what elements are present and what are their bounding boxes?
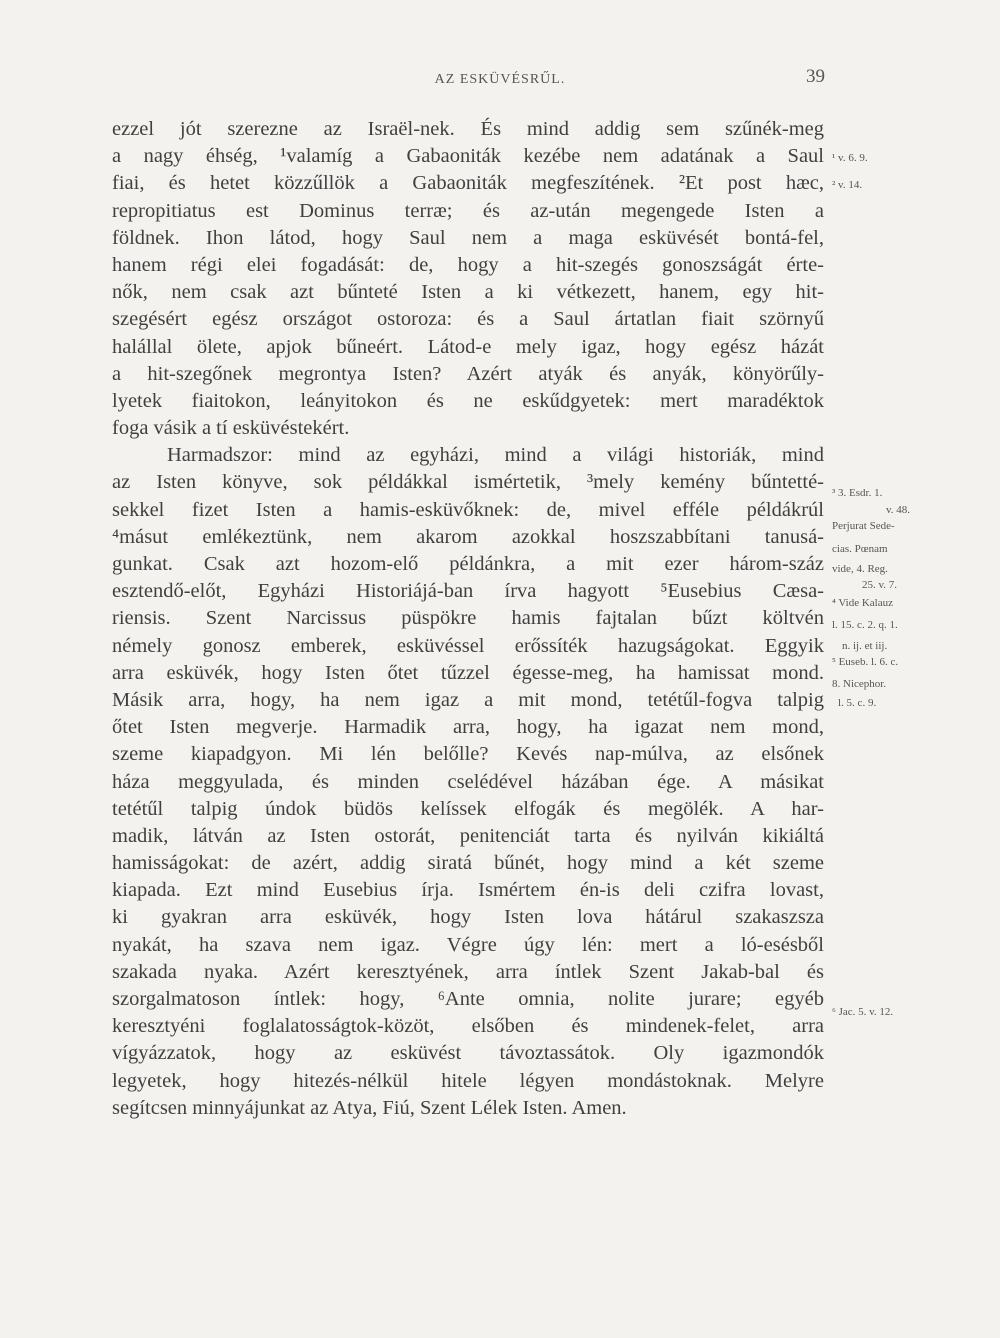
text-line: ezzel jót szerezne az Israël-nek. És mind addig sem szűnék-meg (112, 118, 824, 140)
text-line: tetétűl talpig úndok büdös kelíssek elfogák és megölék. A har- (112, 797, 824, 820)
text-line: hamisságokat: de azért, addig siratá bűnét, hogy mind a két szeme (112, 852, 824, 875)
text-line: nyakát, ha szava nem igaz. Végre úgy lén: mert a ló-esésből (112, 933, 824, 956)
text-line: a nagy éhség, ¹valamíg a Gabaoniták kezébe nem adatának a Saul (112, 145, 824, 168)
margin-note: ³ 3. Esdr. 1. (832, 487, 883, 499)
text-line: arra esküvék, hogy Isten őtet tűzzel égesse-meg, ha hamissat mond. (112, 661, 824, 684)
text-line: legyetek, hogy hitezés-nélkül hitele légyen mondástoknak. Melyre (112, 1069, 824, 1092)
margin-note: ⁶ Jac. 5. v. 12. (832, 1006, 894, 1018)
running-header: AZ ESKÜVÉSRŰL. (434, 72, 566, 87)
text-line: segítcsen minnyájunkat az Atya, Fiú, Szent Lélek Isten. Amen. (112, 1096, 627, 1119)
margin-note: l. 15. c. 2. q. 1. (832, 619, 898, 631)
text-line: sekkel fizet Isten a hamis-esküvőknek: de, mivel efféle példákrúl (112, 498, 824, 521)
text-line: riensis. Szent Narcissus püspökre hamis fajtalan bűzt költvén (112, 607, 824, 630)
page-number: 39 (806, 66, 825, 87)
margin-note: n. ij. et iij. (842, 640, 888, 652)
text-line: ki gyakran arra esküvék, hogy Isten lova hátárul szakaszsza (112, 906, 824, 929)
text-line: repropitiatus est Dominus terræ; és az-után megengede Isten a (112, 199, 824, 222)
text-line: keresztyéni foglalatosságtok-közöt, elsőben és mindenek-felet, arra (112, 1015, 824, 1038)
text-line: szegésért egész országot ostoroza: és a Saul ártatlan fiait szörnyű (112, 308, 824, 331)
text-line: hanem régi elei fogadását: de, hogy a hit-szegés gonoszságát érte- (112, 253, 824, 276)
text-line: szeme kiapadgyon. Mi lén belőlle? Kevés nap-múlva, az elsőnek (112, 743, 824, 766)
text-line: az Isten könyve, sok példákkal ismértetik, ³mely kemény bűntetté- (112, 471, 824, 494)
text-line: földnek. Ihon látod, hogy Saul nem a maga esküvését bontá-fel, (112, 226, 824, 249)
body-text (112, 116, 824, 1122)
margin-note: 25. v. 7. (862, 579, 898, 591)
text-line: őtet Isten megverje. Harmadik arra, hogy, ha igazat nem mond, (112, 716, 824, 739)
text-line: fiai, és hetet közzűllök a Gabaoniták megfeszítének. ²Et post hæc, (112, 172, 824, 195)
margin-note: Perjurat Sede- (832, 520, 895, 532)
text-line: kiapada. Ezt mind Eusebius írja. Ismértem én-is deli czifra lovast, (112, 879, 824, 902)
text-line: vígyázzatok, hogy az esküvést távoztassátok. Oly igazmondók (112, 1042, 824, 1065)
margin-note: cias. Pœnam (832, 543, 888, 555)
text-line: a hit-szegőnek megrontya Isten? Azért atyák és anyák, könyörűly- (112, 362, 824, 385)
margin-note: l. 5. c. 9. (838, 697, 877, 709)
margin-note: vide, 4. Reg. (832, 563, 888, 575)
margin-note: ¹ v. 6. 9. (832, 152, 868, 164)
margin-note: 8. Nicephor. (832, 678, 887, 690)
margin-note: v. 48. (886, 504, 911, 516)
text-line: ⁴másut emlékeztünk, nem akarom azokkal hoszszabbítani tanusá- (112, 525, 824, 548)
text-line: háza meggyulada, és minden cselédével házában ége. A másikat (112, 770, 824, 793)
text-line: nők, nem csak azt bűnteté Isten a ki vétkezett, hanem, egy hit- (112, 281, 824, 304)
margin-note: ² v. 14. (832, 179, 863, 191)
margin-note: ⁵ Euseb. l. 6. c. (832, 656, 899, 668)
margin-note: ⁴ Vide Kalauz (832, 597, 894, 609)
text-line: szakada nyaka. Azért keresztyének, arra íntlek Szent Jakab-bal és (112, 960, 824, 983)
text-line: némely gonosz emberek, esküvéssel erőssíték hazugságokat. Eggyik (112, 634, 824, 657)
text-line: gunkat. Csak azt hozom-elő példánkra, a mit ezer három-száz (112, 553, 824, 575)
text-line: szorgalmatoson íntlek: hogy, ⁶Ante omnia, nolite jurare; egyéb (112, 988, 824, 1010)
text-line: esztendő-előt, Egyházi Historiájá-ban írva hagyott ⁵Eusebius Cæsa- (112, 580, 824, 603)
text-line: lyetek fiaitokon, leányitokon és ne eskűdgyetek: mert maradéktok (112, 389, 824, 412)
text-line: madik, látván az Isten ostorát, penitenciát tarta és nyilván kikiáltá (112, 824, 824, 847)
text-line: Harmadszor: mind az egyházi, mind a világi historiák, mind (167, 444, 824, 467)
text-line: halállal ölete, apjok bűneért. Látod-e mely igaz, hogy egész házát (112, 335, 824, 358)
text-line: Másik arra, hogy, ha nem igaz a mit mond, tetétűl-fogva talpig (112, 688, 824, 711)
text-line: foga vásik a tí esküvéstekért. (112, 417, 350, 440)
